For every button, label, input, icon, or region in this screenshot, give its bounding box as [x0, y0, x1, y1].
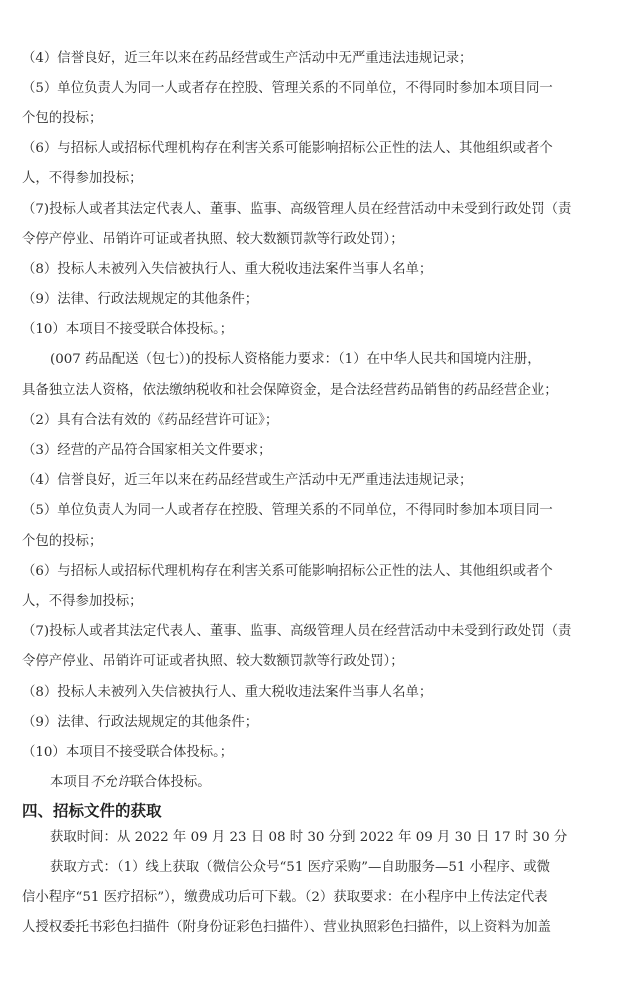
- text-line: （5）单位负责人为同一人或者存在控股、管理关系的不同单位，不得同时参加本项目同一: [22, 81, 553, 96]
- consortium-emphasis: 不允许: [90, 775, 131, 790]
- text-line: （10）本项目不接受联合体投标。；: [22, 745, 234, 760]
- text-line: （8）投标人未被列入失信被执行人、重大税收违法案件当事人名单；: [22, 262, 433, 277]
- section-heading: 四、招标文件的获取: [22, 802, 162, 820]
- text-line: 具备独立法人资格，依法缴纳税收和社会保障资金，是合法经营药品销售的药品经营企业；: [22, 383, 558, 398]
- consortium-prefix: 本项目: [50, 775, 91, 790]
- text-line: （7)投标人或者其法定代表人、董事、监事、高级管理人员在经营活动中未受到行政处罚（责: [22, 624, 572, 639]
- text-line: 个包的投标；: [22, 111, 103, 126]
- acquire-method-line: 获取方式：（1）线上获取（微信公众号“51 医疗采购”—自助服务—51 小程序、或微: [50, 860, 550, 875]
- text-line: 个包的投标；: [22, 534, 103, 549]
- text-line: 令停产停业、吊销许可证或者执照、较大数额罚款等行政处罚）；: [22, 232, 404, 247]
- text-line: 人，不得参加投标；: [22, 594, 143, 609]
- text-line: （9）法律、行政法规规定的其他条件；: [22, 292, 259, 307]
- acquire-time: 获取时间：从 2022 年 09 月 23 日 08 时 30 分到 2022 年 09 月 30 日 17 时 30 分: [50, 830, 568, 845]
- text-line: （10）本项目不接受联合体投标。；: [22, 322, 234, 337]
- text-line: 人，不得参加投标；: [22, 171, 143, 186]
- consortium-suffix: 联合体投标。: [130, 775, 211, 790]
- text-line: （6）与招标人或招标代理机构存在利害关系可能影响招标公正性的法人、其他组织或者个: [22, 564, 553, 579]
- consortium-line: [50, 774, 211, 792]
- text-line: （9）法律、行政法规规定的其他条件；: [22, 715, 259, 730]
- text-line: 令停产停业、吊销许可证或者执照、较大数额罚款等行政处罚）；: [22, 654, 404, 669]
- acquire-method-line: 人授权委托书彩色扫描件（附身份证彩色扫描件）、营业执照彩色扫描件，以上资料为加盖: [22, 920, 551, 935]
- text-line: （7)投标人或者其法定代表人、董事、监事、高级管理人员在经营活动中未受到行政处罚（责: [22, 202, 572, 217]
- text-line: （8）投标人未被列入失信被执行人、重大税收违法案件当事人名单；: [22, 685, 433, 700]
- text-line: （3）经营的产品符合国家相关文件要求；: [22, 443, 272, 458]
- acquire-method-line: 信小程序“51 医疗招标”），缴费成功后可下载。（2）获取要求：在小程序中上传法定代表: [22, 890, 548, 905]
- text-line: （5）单位负责人为同一人或者存在控股、管理关系的不同单位，不得同时参加本项目同一: [22, 503, 553, 518]
- text-line: (007 药品配送（包七）)的投标人资格能力要求：（1）在中华人民共和国境内注册，: [50, 352, 541, 367]
- text-line: （4）信誉良好，近三年以来在药品经营或生产活动中无严重违法违规记录；: [22, 51, 473, 66]
- text-line: （4）信誉良好，近三年以来在药品经营或生产活动中无严重违法违规记录；: [22, 473, 473, 488]
- text-line: （6）与招标人或招标代理机构存在利害关系可能影响招标公正性的法人、其他组织或者个: [22, 141, 553, 156]
- text-line: （2）具有合法有效的《药品经营许可证》；: [22, 413, 279, 428]
